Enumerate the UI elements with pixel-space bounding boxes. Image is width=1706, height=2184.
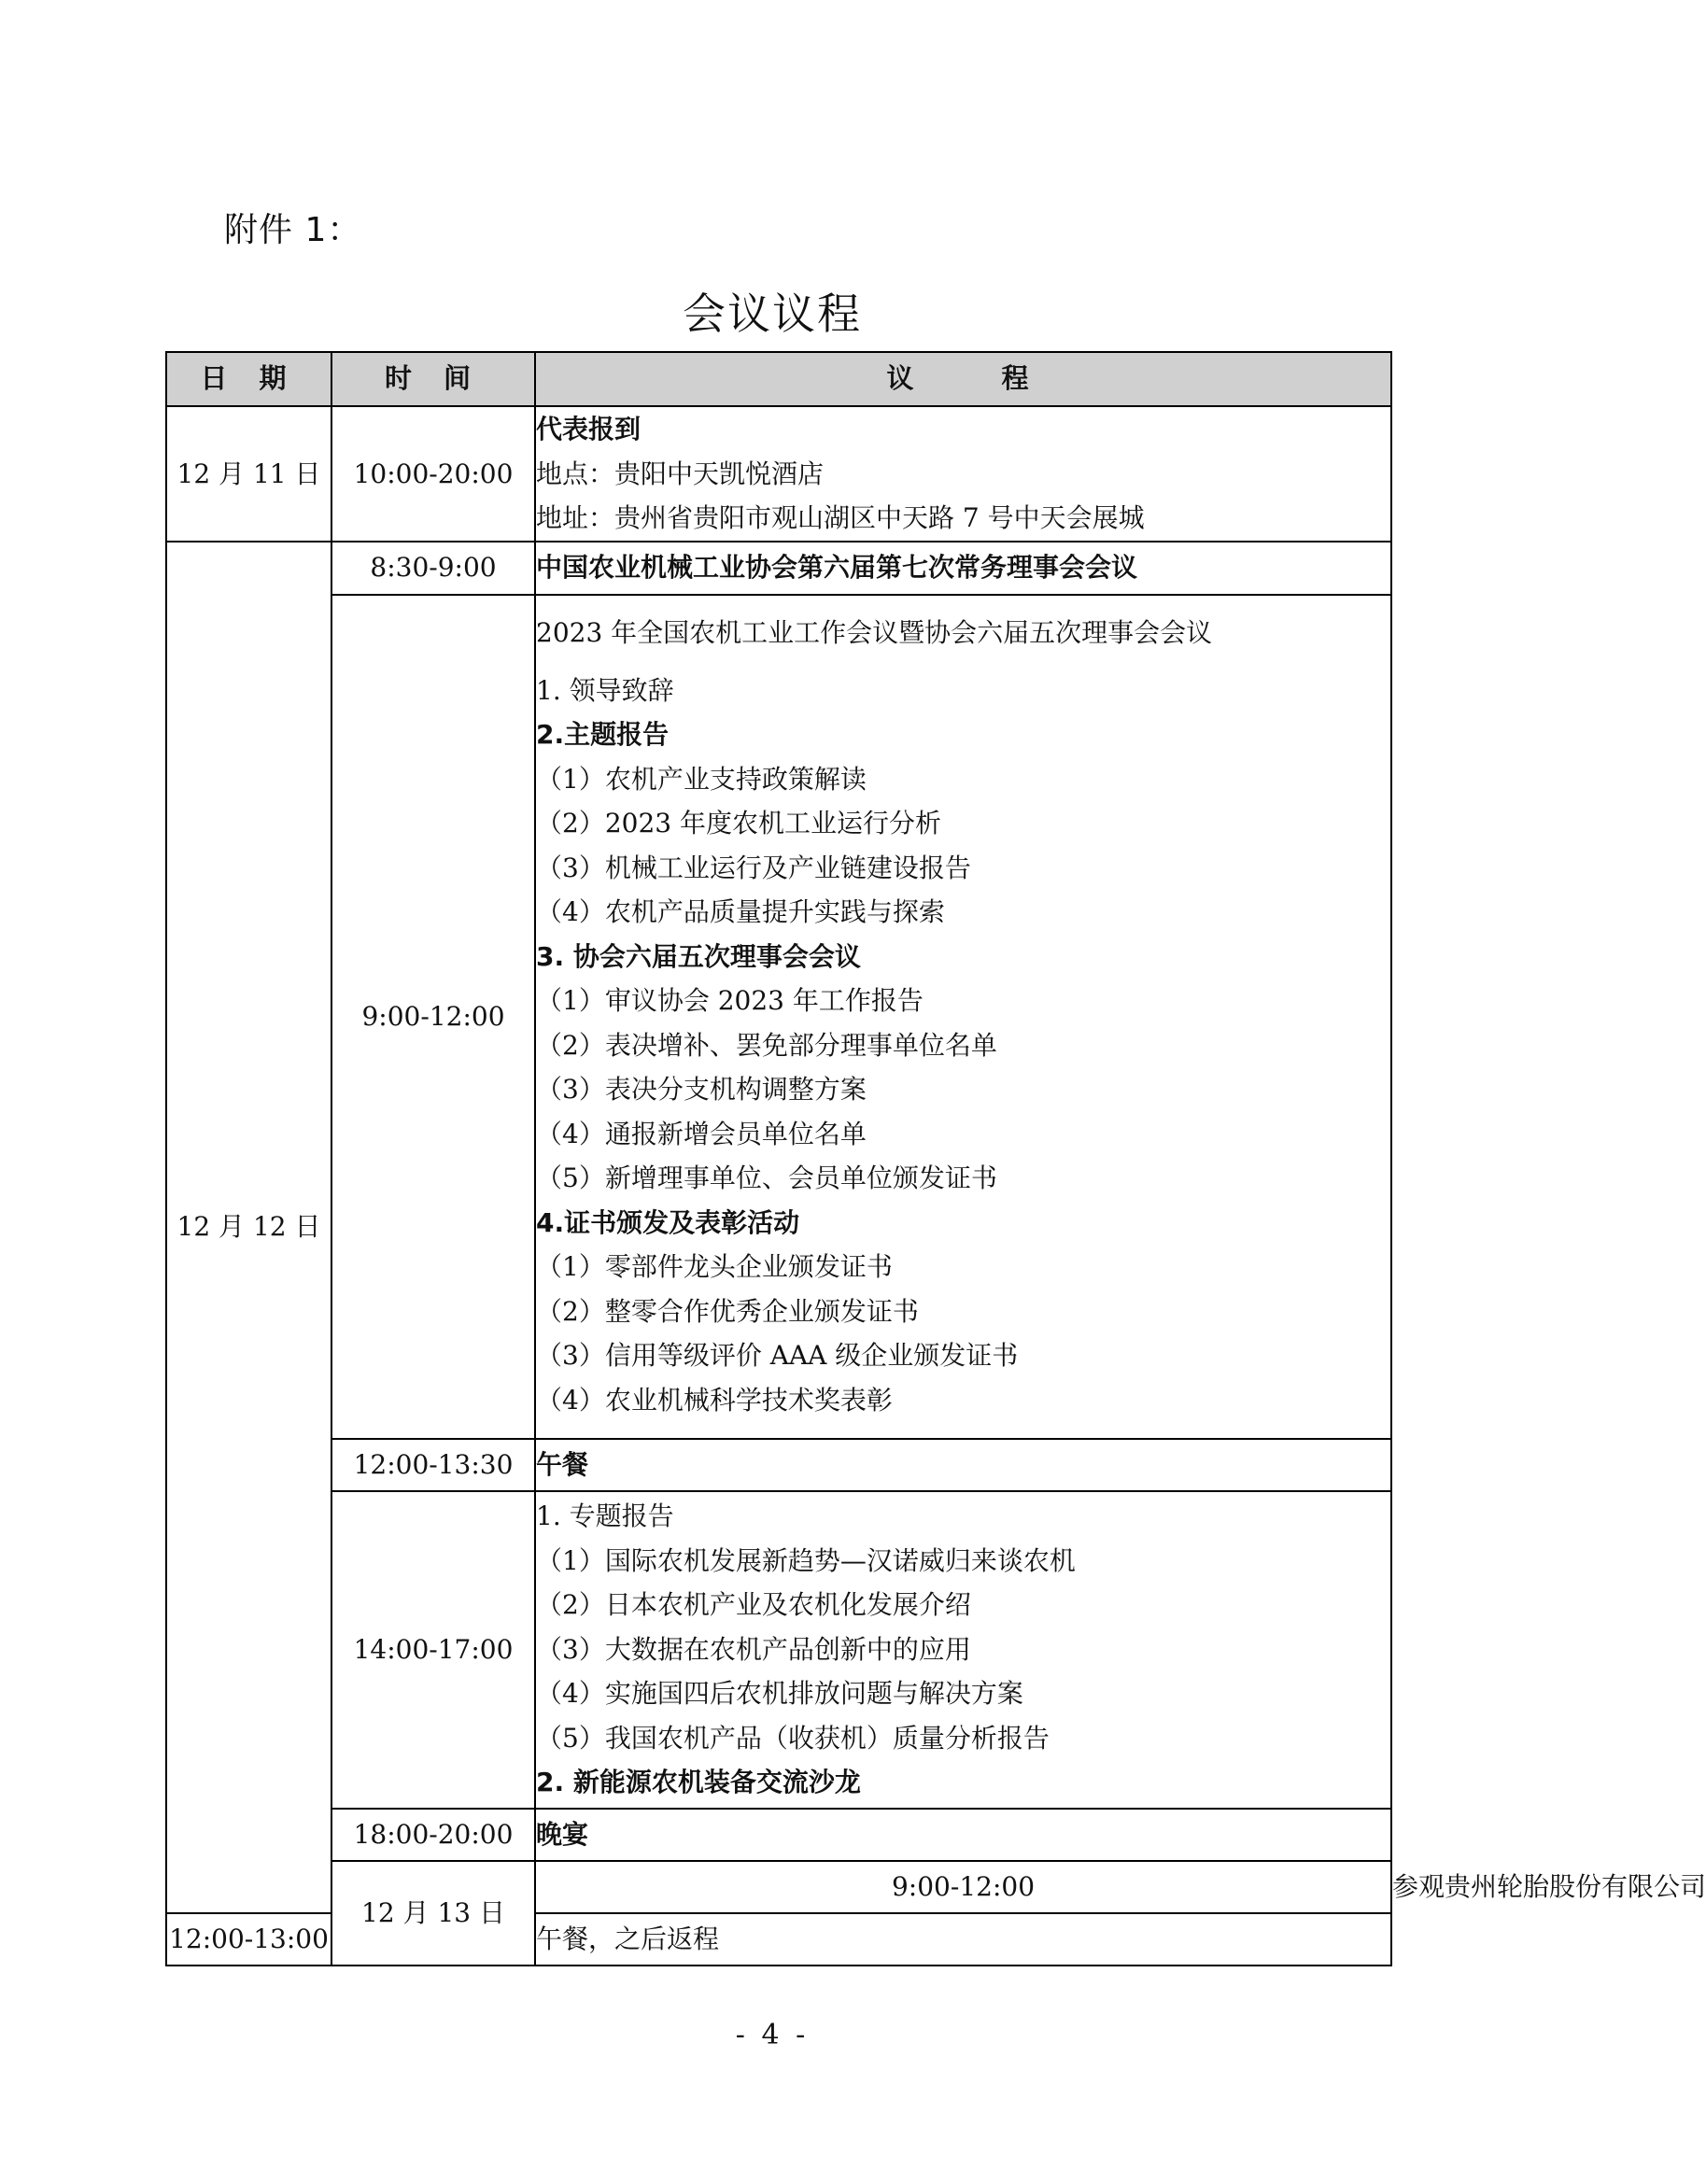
agenda-cell	[535, 595, 1391, 1439]
agenda-line: （4）实施国四后农机排放问题与解决方案	[536, 1678, 1023, 1710]
agenda-line: （1）国际农机发展新趋势—汉诺威归来谈农机	[536, 1544, 1076, 1576]
agenda-cell	[535, 406, 1391, 542]
time-cell: 9:00-12:00	[535, 1861, 1391, 1913]
time-cell: 12:00-13:00	[166, 1913, 331, 1966]
agenda-line: （3）机械工业运行及产业链建设报告	[536, 852, 971, 883]
agenda-line: （3）信用等级评价 AAA 级企业颁发证书	[536, 1340, 1019, 1371]
table-row	[166, 542, 1391, 595]
agenda-line: 4.证书颁发及表彰活动	[536, 1206, 800, 1238]
table-header-row	[166, 352, 1391, 406]
time-cell: 14:00-17:00	[331, 1491, 535, 1809]
page-number: - 4 -	[735, 2019, 810, 2051]
time-cell: 12:00-13:30	[331, 1439, 535, 1491]
table-row	[166, 595, 1391, 1439]
agenda-line: （2）日本农机产业及农机化发展介绍	[536, 1589, 971, 1621]
header-agenda: 议 程	[535, 352, 1391, 406]
agenda-line: （2）表决增补、罢免部分理事单位名单	[536, 1029, 997, 1061]
agenda-line: 2.主题报告	[536, 719, 670, 750]
agenda-line: （5）我国农机产品（收获机）质量分析报告	[536, 1722, 1050, 1754]
agenda-line: 地址：贵州省贵阳市观山湖区中天路 7 号中天会展城	[536, 502, 1145, 533]
agenda-line: 地点：贵阳中天凯悦酒店	[536, 458, 825, 489]
agenda-cell	[535, 1439, 1391, 1491]
agenda-line: 午餐	[536, 1448, 589, 1480]
agenda-line: 2023 年全国农机工业工作会议暨协会六届五次理事会会议	[536, 617, 1213, 648]
agenda-line: （1）审议协会 2023 年工作报告	[536, 985, 923, 1016]
agenda-line: （4）通报新增会员单位名单	[536, 1118, 867, 1149]
agenda-line: （3）大数据在农机产品创新中的应用	[536, 1633, 971, 1665]
time-cell: 18:00-20:00	[331, 1809, 535, 1861]
agenda-line: （4）农机产品质量提升实践与探索	[536, 896, 945, 927]
agenda-line: （1）农机产业支持政策解读	[536, 763, 867, 795]
agenda-line: 晚宴	[536, 1818, 589, 1850]
agenda-line: 代表报到	[536, 414, 642, 444]
agenda-line: （5）新增理事单位、会员单位颁发证书	[536, 1162, 997, 1193]
agenda-line: （2）整零合作优秀企业颁发证书	[536, 1295, 919, 1327]
agenda-line: （1）零部件龙头企业颁发证书	[536, 1251, 893, 1282]
agenda-line: 午餐，之后返程	[536, 1923, 720, 1954]
time-cell: 10:00-20:00	[331, 406, 535, 542]
agenda-cell	[535, 1809, 1391, 1861]
date-cell: 12 月 13 日	[331, 1861, 535, 1966]
agenda-line: 中国农业机械工业协会第六届第七次常务理事会会议	[536, 552, 1138, 584]
date-cell: 12 月 12 日	[166, 542, 331, 1913]
table-row	[166, 1809, 1391, 1861]
time-cell: 9:00-12:00	[331, 595, 535, 1439]
agenda-cell	[535, 542, 1391, 595]
agenda-line: （4）农业机械科学技术奖表彰	[536, 1384, 893, 1416]
date-cell: 12 月 11 日	[166, 406, 331, 542]
agenda-line: （2）2023 年度农机工业运行分析	[536, 808, 941, 838]
agenda-cell	[535, 1491, 1391, 1809]
agenda-table	[165, 351, 1706, 1966]
table-row: 12 月 13 日 9:00-12:00 参观贵州轮胎股份有限公司	[166, 1861, 1391, 1913]
page-title: 会议议程	[683, 289, 862, 339]
agenda-line: 2. 新能源农机装备交流沙龙	[536, 1767, 861, 1798]
table-row	[166, 1491, 1391, 1809]
time-cell: 8:30-9:00	[331, 542, 535, 595]
table-row	[166, 1439, 1391, 1491]
header-date: 日 期	[166, 352, 331, 406]
agenda-line: 1. 专题报告	[536, 1501, 674, 1532]
agenda-cell	[535, 1913, 1391, 1966]
attachment-label: 附件 1：	[224, 211, 362, 249]
header-time: 时 间	[331, 352, 535, 406]
agenda-line: 1. 领导致辞	[536, 674, 674, 706]
agenda-line: 3. 协会六届五次理事会会议	[536, 940, 861, 972]
table-row	[166, 406, 1391, 542]
agenda-line: （3）表决分支机构调整方案	[536, 1074, 867, 1105]
